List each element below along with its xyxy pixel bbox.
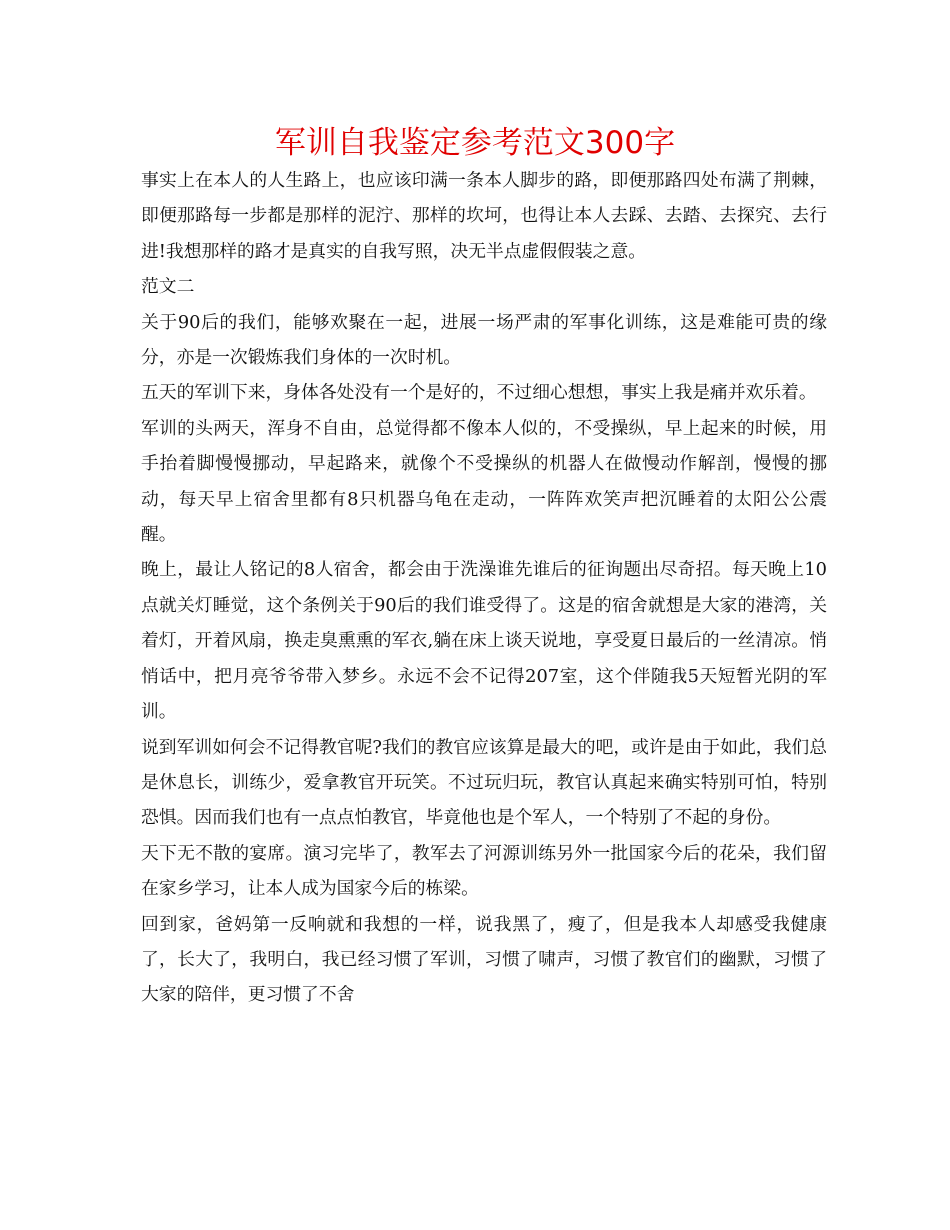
paragraph-8: 天下无不散的宴席。演习完毕了，教军去了河源训练另外一批国家今后的花朵，我们留在家乡学习，让本人成为国家今后的栋梁。 [141, 842, 827, 900]
paragraph-9: 回到家，爸妈第一反响就和我想的一样，说我黑了，瘦了，但是我本人却感受我健康了，长大了，我明白，我已经习惯了军训，习惯了啸声，习惯了教官们的幽默，习惯了大家的陪伴，更习惯了不舍 [141, 913, 827, 1006]
paragraph-1: 事实上在本人的人生路上，也应该印满一条本人脚步的路，即便那路四处布满了荆棘，即便那路每一步都是那样的泥泞、那样的坎坷，也得让本人去踩、去踏、去探究、去行进!我想那样的路才是真实的自我写照，决无半点虚假假装之意。 [141, 170, 827, 262]
paragraph-6: 晚上，最让人铭记的8人宿舍，都会由于洗澡谁先谁后的征询题出尽奇招。每天晚上10点就关灯睡觉，这个条例关于90后的我们谁受得了。这是的宿舍就想是大家的港湾，关着灯，开着风扇，换走臭熏熏的军衣,躺在床上谈天说地，享受夏日最后的一丝清凉。悄悄话中，把月亮爷爷带入梦乡。永远不会不记得207室，这个伴随我5天短暂光阴的军训。 [141, 559, 827, 723]
paragraph-5: 军训的头两天，浑身不自由，总觉得都不像本人似的，不受操纵，早上起来的时候，用手抬着脚慢慢挪动，早起路来，就像个不受操纵的机器人在做慢动作解剖，慢慢的挪动，每天早上宿舍里都有8只机器乌龟在走动，一阵阵欢笑声把沉睡着的太阳公公震醒。 [141, 417, 827, 546]
paragraph-3: 关于90后的我们，能够欢聚在一起，进展一场严肃的军事化训练，这是难能可贵的缘分，亦是一次锻炼我们身体的一次时机。 [141, 311, 827, 369]
document-title: 军训自我鉴定参考范文300字 [274, 125, 676, 161]
paragraph-4: 五天的军训下来，身体各处没有一个是好的，不过细心想想，事实上我是痛并欢乐着。 [141, 382, 817, 404]
document-body [141, 163, 827, 1013]
paragraph-2-heading: 范文二 [141, 276, 195, 298]
paragraph-7: 说到军训如何会不记得教官呢?我们的教官应该算是最大的吧，或许是由于如此，我们总是休息长，训练少，爱拿教官开玩笑。不过玩归玩，教官认真起来确实特别可怕，特别恐惧。因而我们也有一点点怕教官，毕竟他也是个军人，一个特别了不起的身份。 [141, 736, 827, 829]
